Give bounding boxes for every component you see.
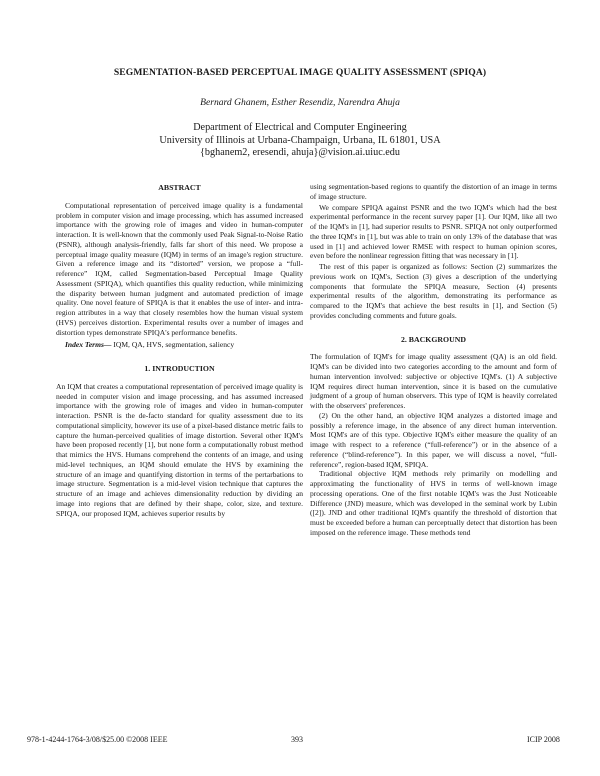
paper-authors: Bernard Ghanem, Esther Resendiz, Narendra Ahuja xyxy=(200,97,400,108)
introduction-heading: 1. INTRODUCTION xyxy=(144,364,215,373)
background-paragraph-3: Traditional objective IQM methods rely primarily on modelling and approximating the functionality of HVS in terms of well-known image processing operations. One of the first notable IQM's was the Just Noticeable Difference (JND) measure, which was developed in the seminal work by Lubin ([2]). JND and other traditional IQM's quantify the threshold of distortion that must be exceeded before a human can perceptually detect that distortion has been imposed on the reference image. These methods tend xyxy=(310,469,557,537)
abstract-text: Computational representation of perceived image quality is a fundamental problem in computer vision and image processing, which has assumed increased importance with the growing role of images and video in human-computer interaction. It is well-known that the commonly used Peak Signal-to-Noise Ratio (PSNR), although analysis-friendly, falls far short of this need. We propose a perceptual image quality measure (IQM) in terms of an image's region structure. Given a reference image and its “distorted” version, we propose a “full-reference” IQM, called Segmentation-based Perceptual Image Quality Assessment (SPIQA), which quantifies this quality reduction, while minimizing the disparity between human judgment and automated prediction of image quality. One novel feature of SPIQA is that it enables the use of inter- and intra- region attributes in a way that closely resembles how the human visual system (HVS) perceives distortion. Experimental results over a number of images and distortion types demonstrate SPIQA's performance benefits. xyxy=(56,200,303,337)
footer-isbn: 978-1-4244-1764-3/08/$25.00 ©2008 IEEE xyxy=(27,735,168,744)
footer-page-number: 393 xyxy=(291,735,303,744)
left-column xyxy=(56,183,303,518)
index-terms-label: Index Terms— xyxy=(65,340,112,350)
background-paragraph-2: (2) On the other hand, an objective IQM analyzes a distorted image and possibly a reference image, in the absence of any direct human intervention. Most IQM's are of this type. Objective IQM's either measure the quality of an image with respect to a reference (“full-reference”) or in the absence of a reference (“blind-reference”). In this paper, we will discuss a novel, “full-reference”, region-based IQM, SPIQA. xyxy=(310,410,557,469)
affiliation-emails: {bghanem2, eresendi, ahuja}@vision.ai.uiuc.edu xyxy=(200,147,400,159)
paper-title: SEGMENTATION-BASED PERCEPTUAL IMAGE QUALITY ASSESSMENT (SPIQA) xyxy=(113,67,487,78)
comparison-paragraph: We compare SPIQA against PSNR and the two IQM's which had the best experimental performance in the recent survey paper [1]. Our IQM, like all two of the IQM's in [1], had superior results to PSNR. SPIQA not only outperformed the three IQM's in [1], but was able to train on only 13% of the database that was used in [1] and achieved lower RMSE with respect to human opinion scores, even before the nonlinear regression fitting that was necessary in [1]. xyxy=(310,202,557,261)
background-paragraph-1: The formulation of IQM's for image quality assessment (QA) is an old field. IQM's can be divided into two categories according to the amount and form of human intervention involved: subjective or objective IQM's. (1) A subjective IQM requires direct human intervention, since it is based on the cumulative judgment of a group of human observers. This type of IQM is heavily correlated with the observers' preferences. xyxy=(310,352,557,410)
introduction-text: An IQM that creates a computational representation of perceived image quality is needed in computer vision and image processing, and has assumed increased importance with the growing role of images and video in human-computer interaction. PSNR is the de-facto standard for quality assessment due to its computational simplicity, however its use of a pixel-based distance metric fails to capture the human-perceived qualities of image distortion. Several other IQM's have been proposed recently [1], but none form a computationally robust method that mimics the HVS. Humans comprehend the contents of an image, and using mid-level techniques, an IQM should emulate the HVS by examining the structure of an image and quantifying distortion in terms of the pertarbations to image structure. Segmentation is a mid-level vision technique that captures the structure of an image and achieves dimensionality reduction by dividing an image into regions that are defined by their shape, color, size, and texture. SPIQA, our proposed IQM, achieves superior results by xyxy=(56,381,303,518)
footer-conference: ICIP 2008 xyxy=(527,735,560,744)
introduction-continued: using segmentation-based regions to quantify the distortion of an image in terms of image structure. xyxy=(310,182,557,201)
affiliation-university: University of Illinois at Urbana-Champaign, Urbana, IL 61801, USA xyxy=(159,134,441,146)
right-column xyxy=(310,182,557,538)
affiliation-department: Department of Electrical and Computer Engineering xyxy=(193,122,407,133)
organization-paragraph: The rest of this paper is organized as follows: Section (2) summarizes the previous work on IQM's, Section (3) gives a description of the underlying components that formulate the SPIQA measure, Section (4) presents experimental results of the algorithm, demonstrating its performance as compared to the IQM's that achieve the best results in [1], and Section (5) provides concluding comments and future goals. xyxy=(310,262,557,320)
abstract-heading: ABSTRACT xyxy=(158,183,201,192)
background-heading: 2. BACKGROUND xyxy=(401,334,466,344)
affiliation-block xyxy=(40,122,560,160)
index-terms xyxy=(56,340,303,350)
index-terms-list: IQM, QA, HVS, segmentation, saliency xyxy=(111,340,235,350)
